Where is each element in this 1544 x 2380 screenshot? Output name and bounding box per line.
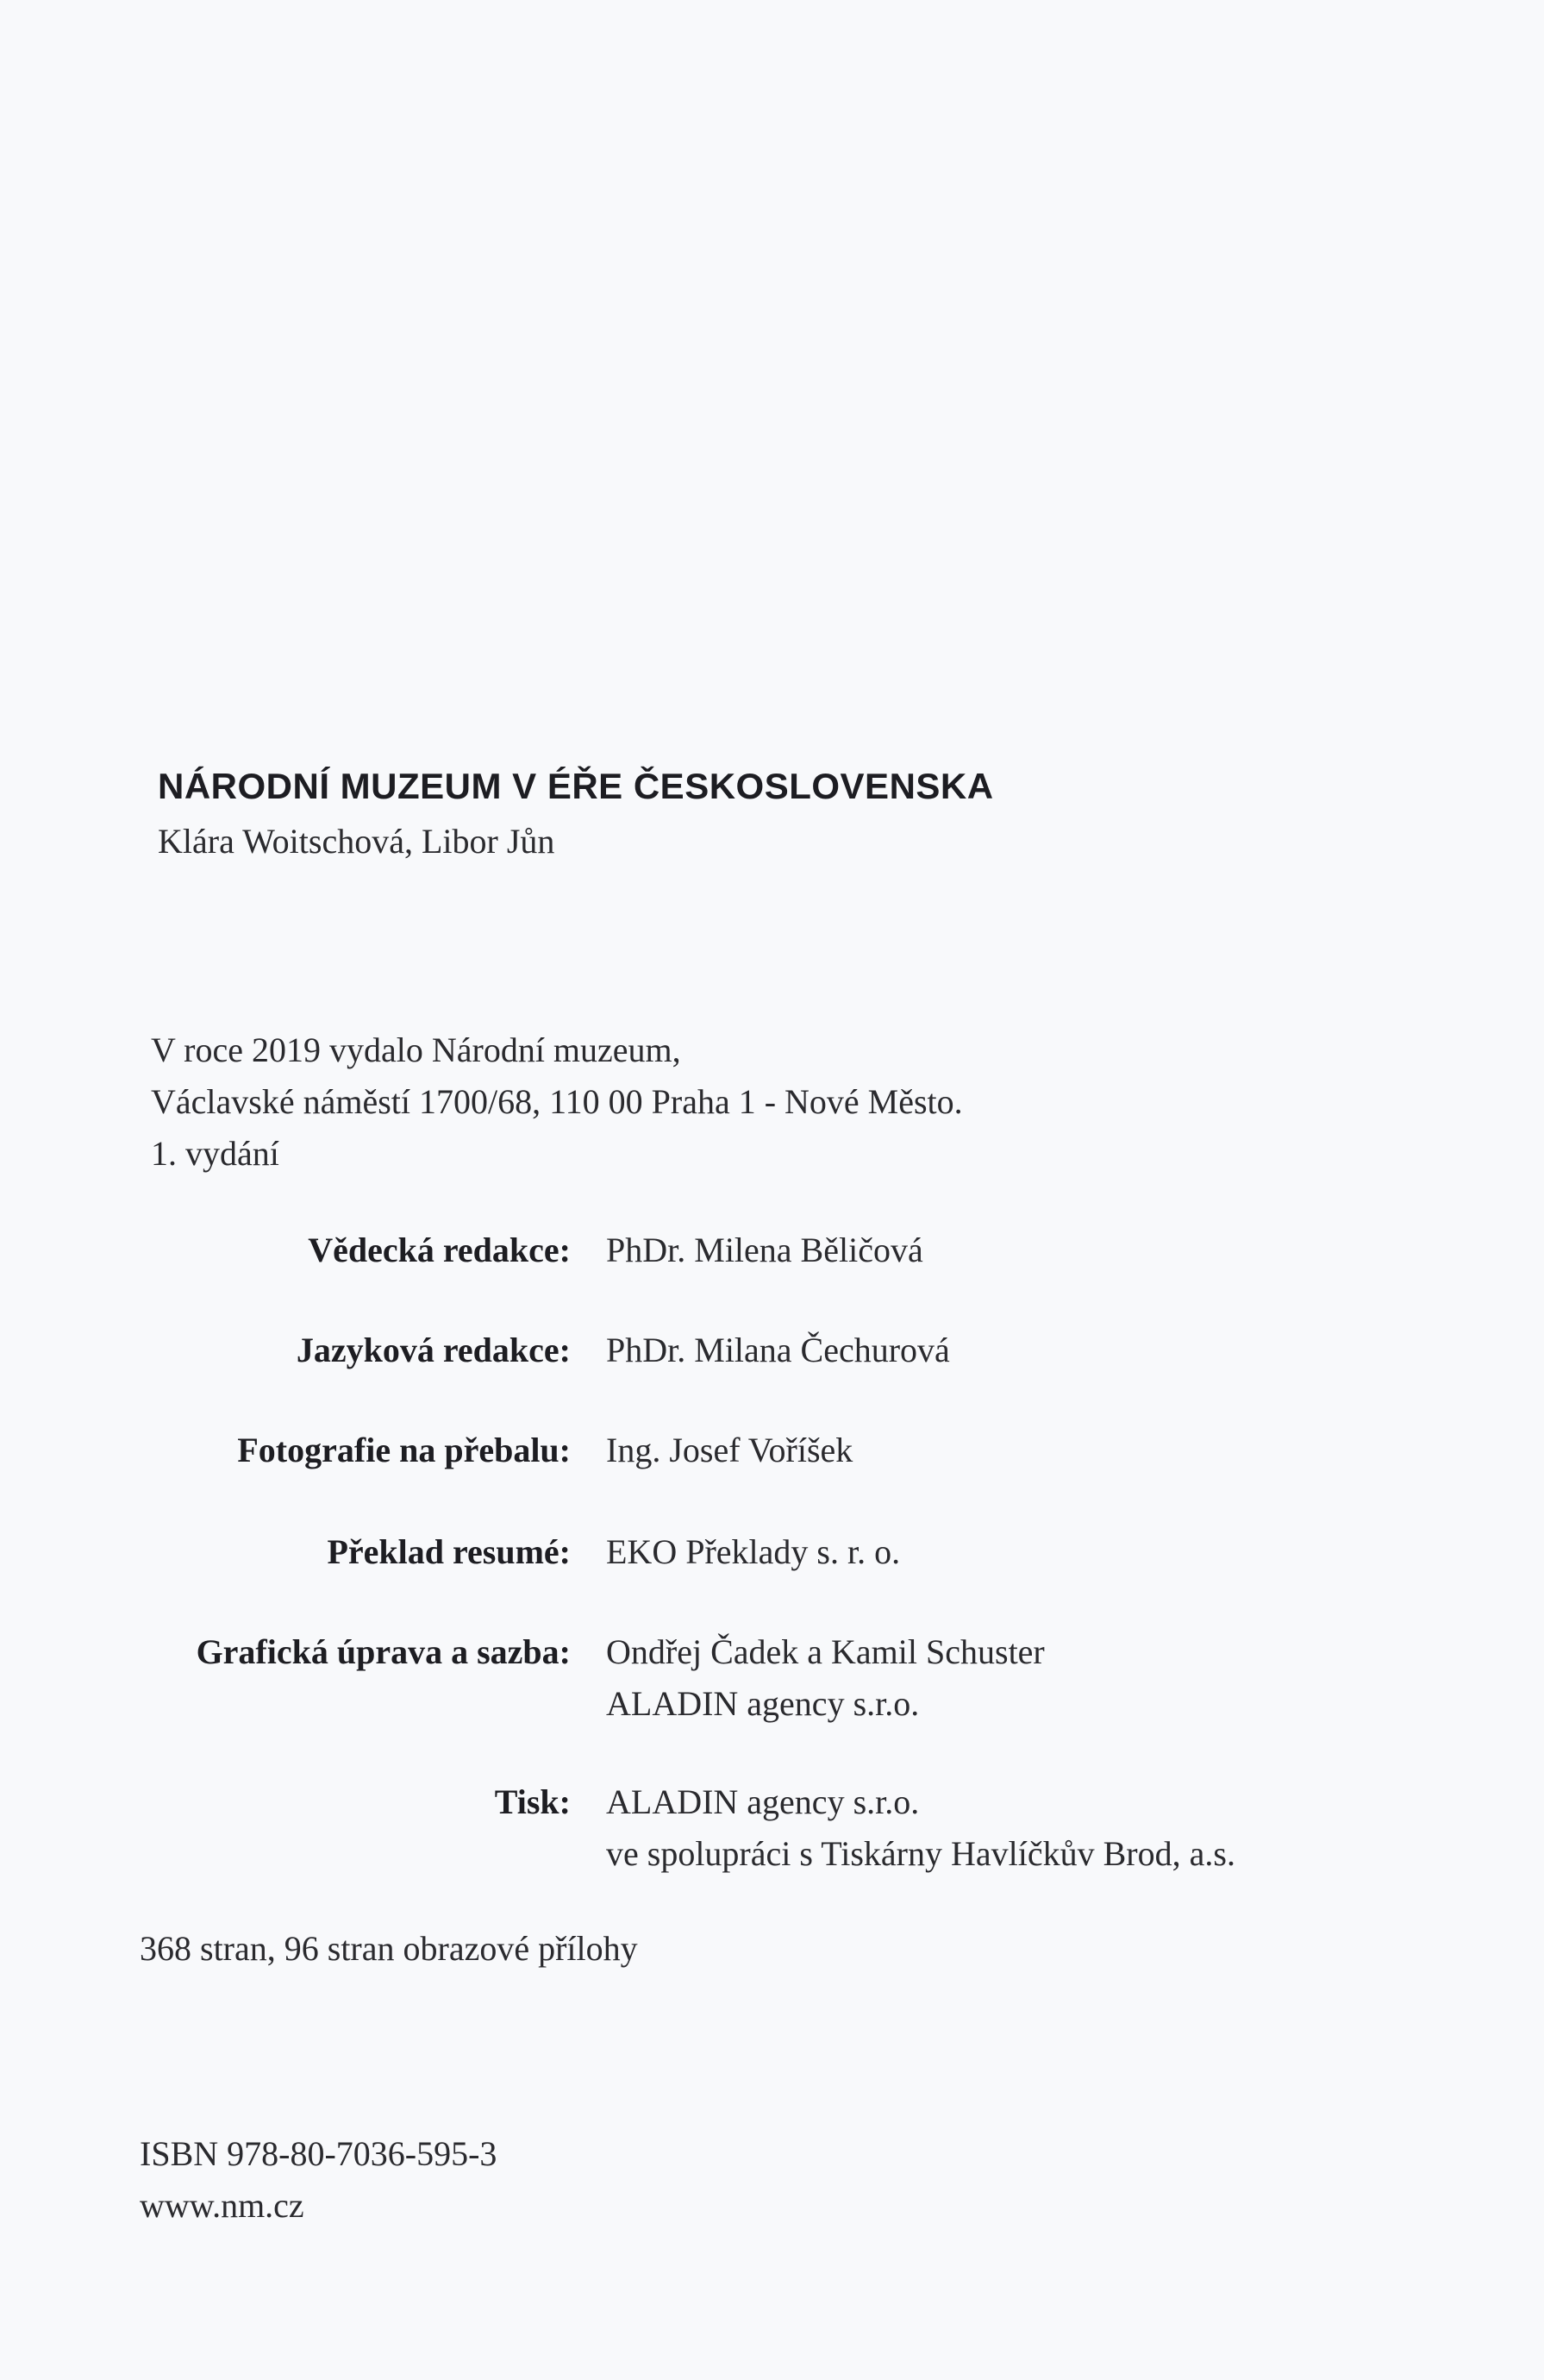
credit-label: Fotografie na přebalu: — [237, 1431, 571, 1469]
credit-label: Tisk: — [494, 1782, 571, 1821]
isbn-block — [140, 2128, 497, 2232]
credit-value — [606, 1776, 1235, 1880]
website-link[interactable]: www.nm.cz — [140, 2186, 304, 2225]
publication-info — [151, 1024, 963, 1180]
isbn: ISBN 978-80-7036-595-3 — [140, 2134, 497, 2173]
credit-value-line: ALADIN agency s.r.o. — [606, 1684, 920, 1723]
credit-label: Překlad resumé: — [327, 1532, 571, 1571]
credit-value-line: ve spolupráci s Tiskárny Havlíčkův Brod, a.s. — [606, 1834, 1235, 1873]
credit-value: PhDr. Milana Čechurová — [606, 1331, 950, 1369]
credit-value-line: ALADIN agency s.r.o. — [606, 1782, 920, 1821]
credit-value-line: Ondřej Čadek a Kamil Schuster — [606, 1632, 1045, 1671]
credit-label: Grafická úprava a sazba: — [196, 1632, 571, 1671]
credit-value — [606, 1626, 1045, 1730]
book-authors: Klára Woitschová, Libor Jůn — [158, 822, 555, 861]
publication-line-edition: 1. vydání — [151, 1134, 279, 1173]
credit-value: PhDr. Milena Běličová — [606, 1231, 923, 1269]
credit-value: Ing. Josef Voříšek — [606, 1431, 853, 1469]
credit-value: EKO Překlady s. r. o. — [606, 1532, 901, 1571]
credit-label: Jazyková redakce: — [296, 1331, 571, 1369]
publication-line-address: Václavské náměstí 1700/68, 110 00 Praha 1 - Nové Město. — [151, 1082, 963, 1121]
publication-line-publisher: V roce 2019 vydalo Národní muzeum, — [151, 1030, 681, 1069]
book-title: NÁRODNÍ MUZEUM V ÉŘE ČESKOSLOVENSKA — [158, 766, 994, 806]
credit-label: Vědecká redakce: — [308, 1231, 571, 1269]
page-extent: 368 stran, 96 stran obrazové přílohy — [140, 1929, 638, 1968]
